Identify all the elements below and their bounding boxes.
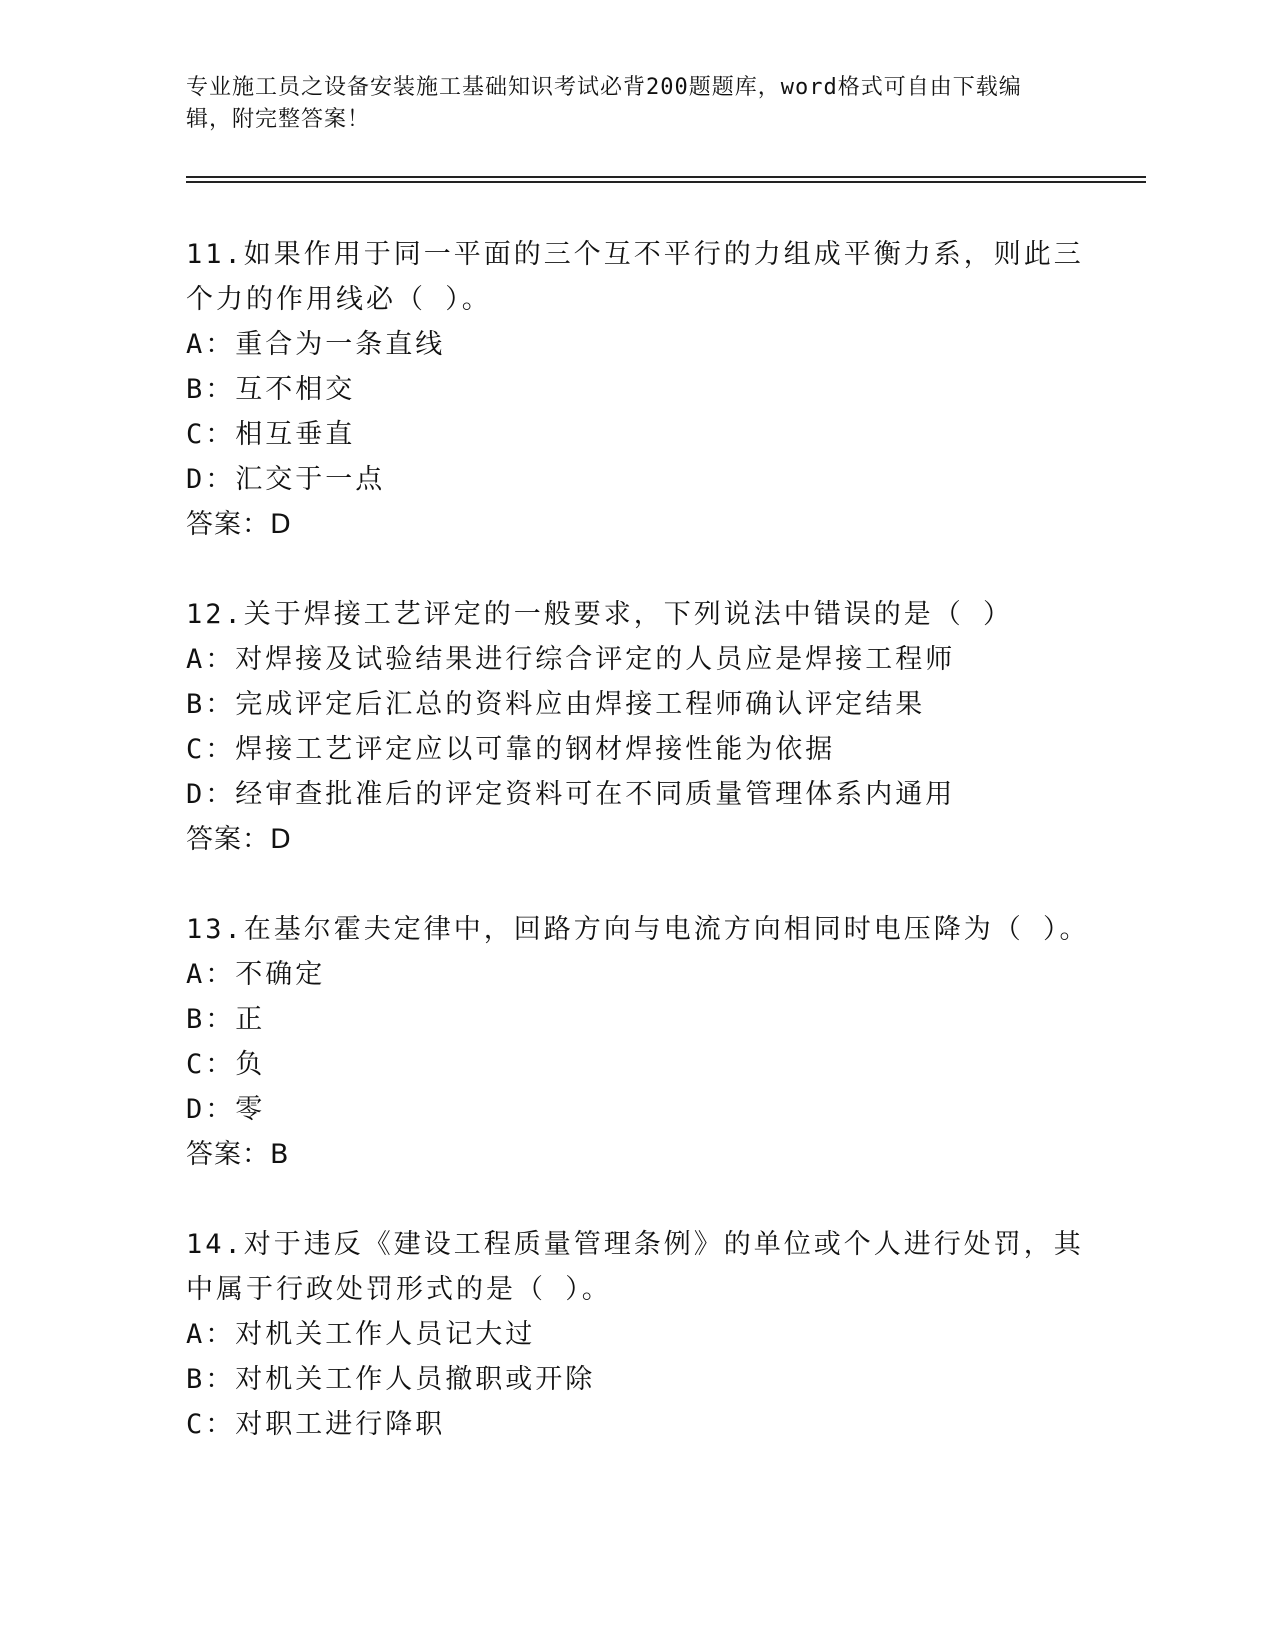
option-c: C：相互垂直	[186, 419, 356, 450]
question-stem: 12.关于焊接工艺评定的一般要求，下列说法中错误的是（ ）	[186, 599, 1014, 630]
option-c: C：对职工进行降职	[186, 1409, 446, 1440]
option-a: A：对焊接及试验结果进行综合评定的人员应是焊接工程师	[186, 644, 956, 675]
question-13	[186, 907, 1106, 1177]
option-d: D：经审查批准后的评定资料可在不同质量管理体系内通用	[186, 779, 956, 810]
option-c: C：焊接工艺评定应以可靠的钢材焊接性能为依据	[186, 734, 836, 765]
question-14	[186, 1222, 1106, 1447]
header-divider	[186, 176, 1146, 183]
question-stem: 13.在基尔霍夫定律中，回路方向与电流方向相同时电压降为（ ）。	[186, 914, 1090, 945]
option-a: A：不确定	[186, 959, 326, 990]
option-a: A：对机关工作人员记大过	[186, 1319, 536, 1350]
question-12	[186, 592, 1106, 862]
question-11	[186, 232, 1106, 547]
option-a: A：重合为一条直线	[186, 329, 446, 360]
answer: 答案：D	[186, 509, 292, 540]
option-b: B：互不相交	[186, 374, 356, 405]
question-list	[186, 232, 1106, 1492]
question-stem: 11.如果作用于同一平面的三个互不平行的力组成平衡力系，则此三个力的作用线必（ ）。	[186, 239, 1084, 315]
answer: 答案：B	[186, 1139, 290, 1170]
option-d: D：汇交于一点	[186, 464, 386, 495]
document-header: 专业施工员之设备安装施工基础知识考试必背200题题库，word格式可自由下载编辑，附完整答案！	[186, 75, 1022, 132]
option-c: C：负	[186, 1049, 266, 1080]
option-d: D：零	[186, 1094, 266, 1125]
answer: 答案：D	[186, 824, 292, 855]
option-b: B：完成评定后汇总的资料应由焊接工程师确认评定结果	[186, 689, 926, 720]
option-b: B：对机关工作人员撤职或开除	[186, 1364, 596, 1395]
question-stem: 14.对于违反《建设工程质量管理条例》的单位或个人进行处罚，其中属于行政处罚形式的是（ ）。	[186, 1229, 1084, 1305]
option-b: B：正	[186, 1004, 266, 1035]
